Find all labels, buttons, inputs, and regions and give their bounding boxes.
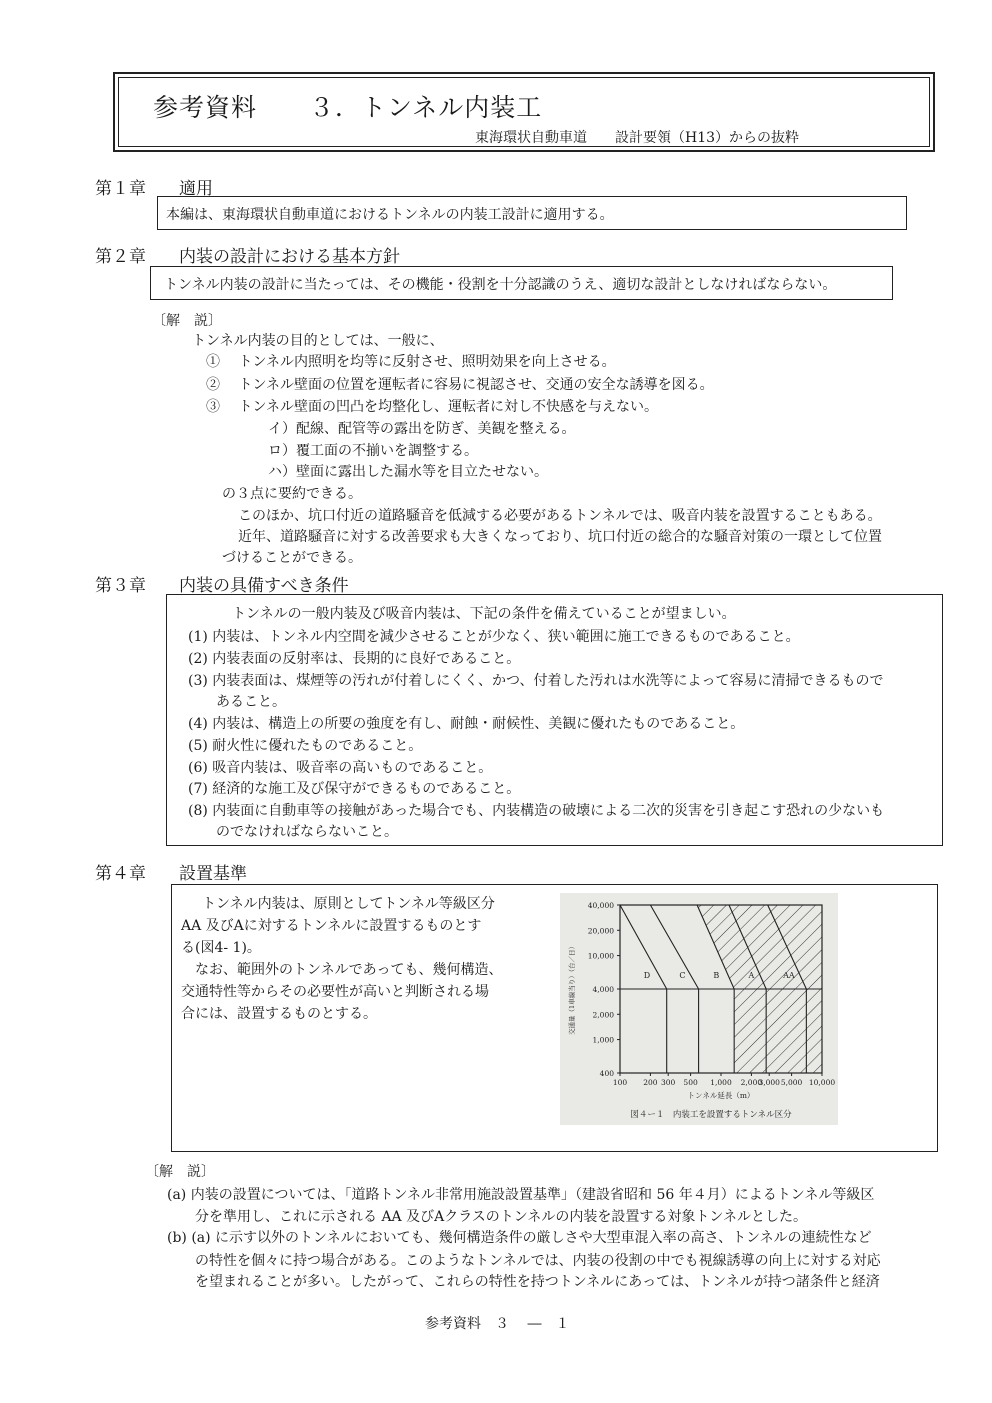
text-line: トンネル内装の目的としては、一般に、 [192,333,444,349]
page-subtitle: 東海環状自動車道 設計要領（H13）からの抜粋 [475,130,800,146]
x-tick-label: 3,000 [758,1078,780,1087]
text-line: 合には、設置するものとする。 [181,1006,377,1022]
text-line: (a) 内装の設置については、「道路トンネル非常用施設設置基準」（建設省昭和 56 年４月）によるトンネル等級区 [167,1187,875,1203]
x-tick-label: 5,000 [780,1078,803,1087]
condition-item: (2) 内装表面の反射率は、長期的に良好であること。 [188,651,521,667]
text-line: ロ）覆工面の不揃いを調整する。 [268,443,478,459]
y-tick-label: 4,000 [592,985,614,994]
x-tick-label: 1,000 [710,1078,732,1087]
chapter-4-heading [95,859,247,884]
chapter-title: 適用 [179,179,213,199]
x-tick-label: 500 [683,1078,698,1087]
chapter-title: 内装の具備すべき条件 [179,576,349,596]
text-line: を望まれることが多い。したがって、これらの特性を持つトンネルにあっては、トンネルが持つ諸条件と経済 [195,1274,880,1290]
condition-item: (7) 経済的な施工及び保守ができるものであること。 [188,781,521,797]
text-line: 分を準用し、これに示される AA 及びAクラスのトンネルの内装を設置する対象トンネルとした。 [195,1209,807,1225]
y-tick-label: 10,000 [587,951,614,961]
text-line: る(図4- 1)。 [181,940,261,956]
condition-item-cont: あること。 [216,694,286,710]
text-line: の特性を個々に持つ場合がある。このようなトンネルでは、内装の役割の中でも視線誘導の向上に対する対応 [195,1253,881,1269]
x-tick-label: 100 [612,1078,628,1087]
region-label: A [748,971,755,981]
chapter-number: 第４章 [95,864,146,884]
condition-item-cont: のでなければならないこと。 [216,824,398,840]
x-tick-label: 200 [643,1078,658,1087]
region-label: AA [783,971,795,981]
text-line: (b) (a) に示す以外のトンネルにおいても、幾何構造条件の厳しさや大型車混入率の高さ、トンネルの連続性など [167,1230,872,1246]
x-tick-label: 10,000 [808,1078,836,1087]
condition-item: (4) 内装は、構造上の所要の強度を有し、耐蝕・耐候性、美観に優れたものであること。 [188,716,745,732]
condition-item: (6) 吸音内装は、吸音率の高いものであること。 [188,760,493,776]
text-line: の３点に要約できる。 [222,486,362,502]
chapter-2-text: トンネル内装の設計に当たっては、その機能・役割を十分認識のうえ、適切な設計としなければならない。 [164,277,837,293]
x-tick-label: 300 [661,1078,676,1087]
kaisetsu-label: 〔解 説〕 [152,313,222,329]
text-line: AA 及びAに対するトンネルに設置するものとす [181,918,482,934]
region-label: D [643,971,651,981]
text-line: 交通特性等からその必要性が高いと判断される場 [181,984,489,1000]
text-line: 近年、道路騒音に対する改善要求も大きくなっており、坑口付近の総合的な騒音対策の一環として位置 [238,529,882,545]
chapter-number: 第２章 [95,247,146,267]
page-title: 参考資料 ３．トンネル内装工 [153,93,543,122]
text-line: トンネル内装は、原則としてトンネル等級区分 [202,896,495,912]
y-tick-label: 400 [599,1069,614,1078]
y-tick-label: 1,000 [592,1035,614,1045]
y-tick-label: 2,000 [592,1010,614,1020]
chapter-title: 内装の設計における基本方針 [179,247,400,267]
x-tick-label: 2,000 [740,1078,763,1087]
tunnel-class-chart [560,893,838,1125]
text-line: ハ）壁面に露出した漏水等を目立たせない。 [268,464,548,480]
text-line: なお、範囲外のトンネルであっても、幾何構造、 [195,962,503,978]
text-line: ③ トンネル壁面の凹凸を均整化し、運転者に対し不快感を与えない。 [206,399,659,415]
figure-caption: 図４ー１ 内装工を設置するトンネル区分 [630,1110,792,1120]
text-line: イ）配線、配管等の露出を防ぎ、美観を整える。 [268,421,576,437]
figure-4-1 [560,893,838,1125]
x-axis-label: トンネル延長（m） [687,1091,755,1100]
kaisetsu-label: 〔解 説〕 [145,1164,215,1180]
text-line: ① トンネル内照明を均等に反射させ、照明効果を向上させる。 [206,354,616,370]
chapter-number: 第１章 [95,179,146,199]
y-axis-label: 交通量（1車線当り）（台／日） [568,943,576,1035]
text-line: このほか、坑口付近の道路騒音を低減する必要があるトンネルでは、吸音内装を設置することもある。 [238,508,882,524]
condition-item: (1) 内装は、トンネル内空間を減少させることが少なく、狭い範囲に施工できるものであること。 [188,629,800,645]
region-label: C [679,971,686,981]
condition-item: (5) 耐火性に優れたものであること。 [188,738,423,754]
text-line: づけることができる。 [222,550,362,566]
chapter-title: 設置基準 [179,864,247,884]
condition-item: (3) 内装表面は、煤煙等の汚れが付着しにくく、かつ、付着した汚れは水洗等によって容易に清掃できるもので [188,673,884,689]
chapter-number: 第３章 [95,576,146,596]
condition-item: (8) 内装面に自動車等の接触があった場合でも、内装構造の破壊による二次的災害を引き起こす恐れの少ないも [188,803,885,819]
conditions-intro: トンネルの一般内装及び吸音内装は、下記の条件を備えていることが望ましい。 [232,606,736,622]
chapter-1-text: 本編は、東海環状自動車道におけるトンネルの内装工設計に適用する。 [166,207,614,223]
page-footer: 参考資料 ３ ― １ [425,1316,570,1332]
text-line: ② トンネル壁面の位置を運転者に容易に視認させ、交通の安全な誘導を図る。 [206,377,714,393]
chapter-3-heading [95,571,349,596]
y-tick-label: 20,000 [587,926,614,936]
y-tick-label: 40,000 [587,901,614,910]
region-label: B [713,971,720,981]
chapter-2-heading [95,242,400,267]
